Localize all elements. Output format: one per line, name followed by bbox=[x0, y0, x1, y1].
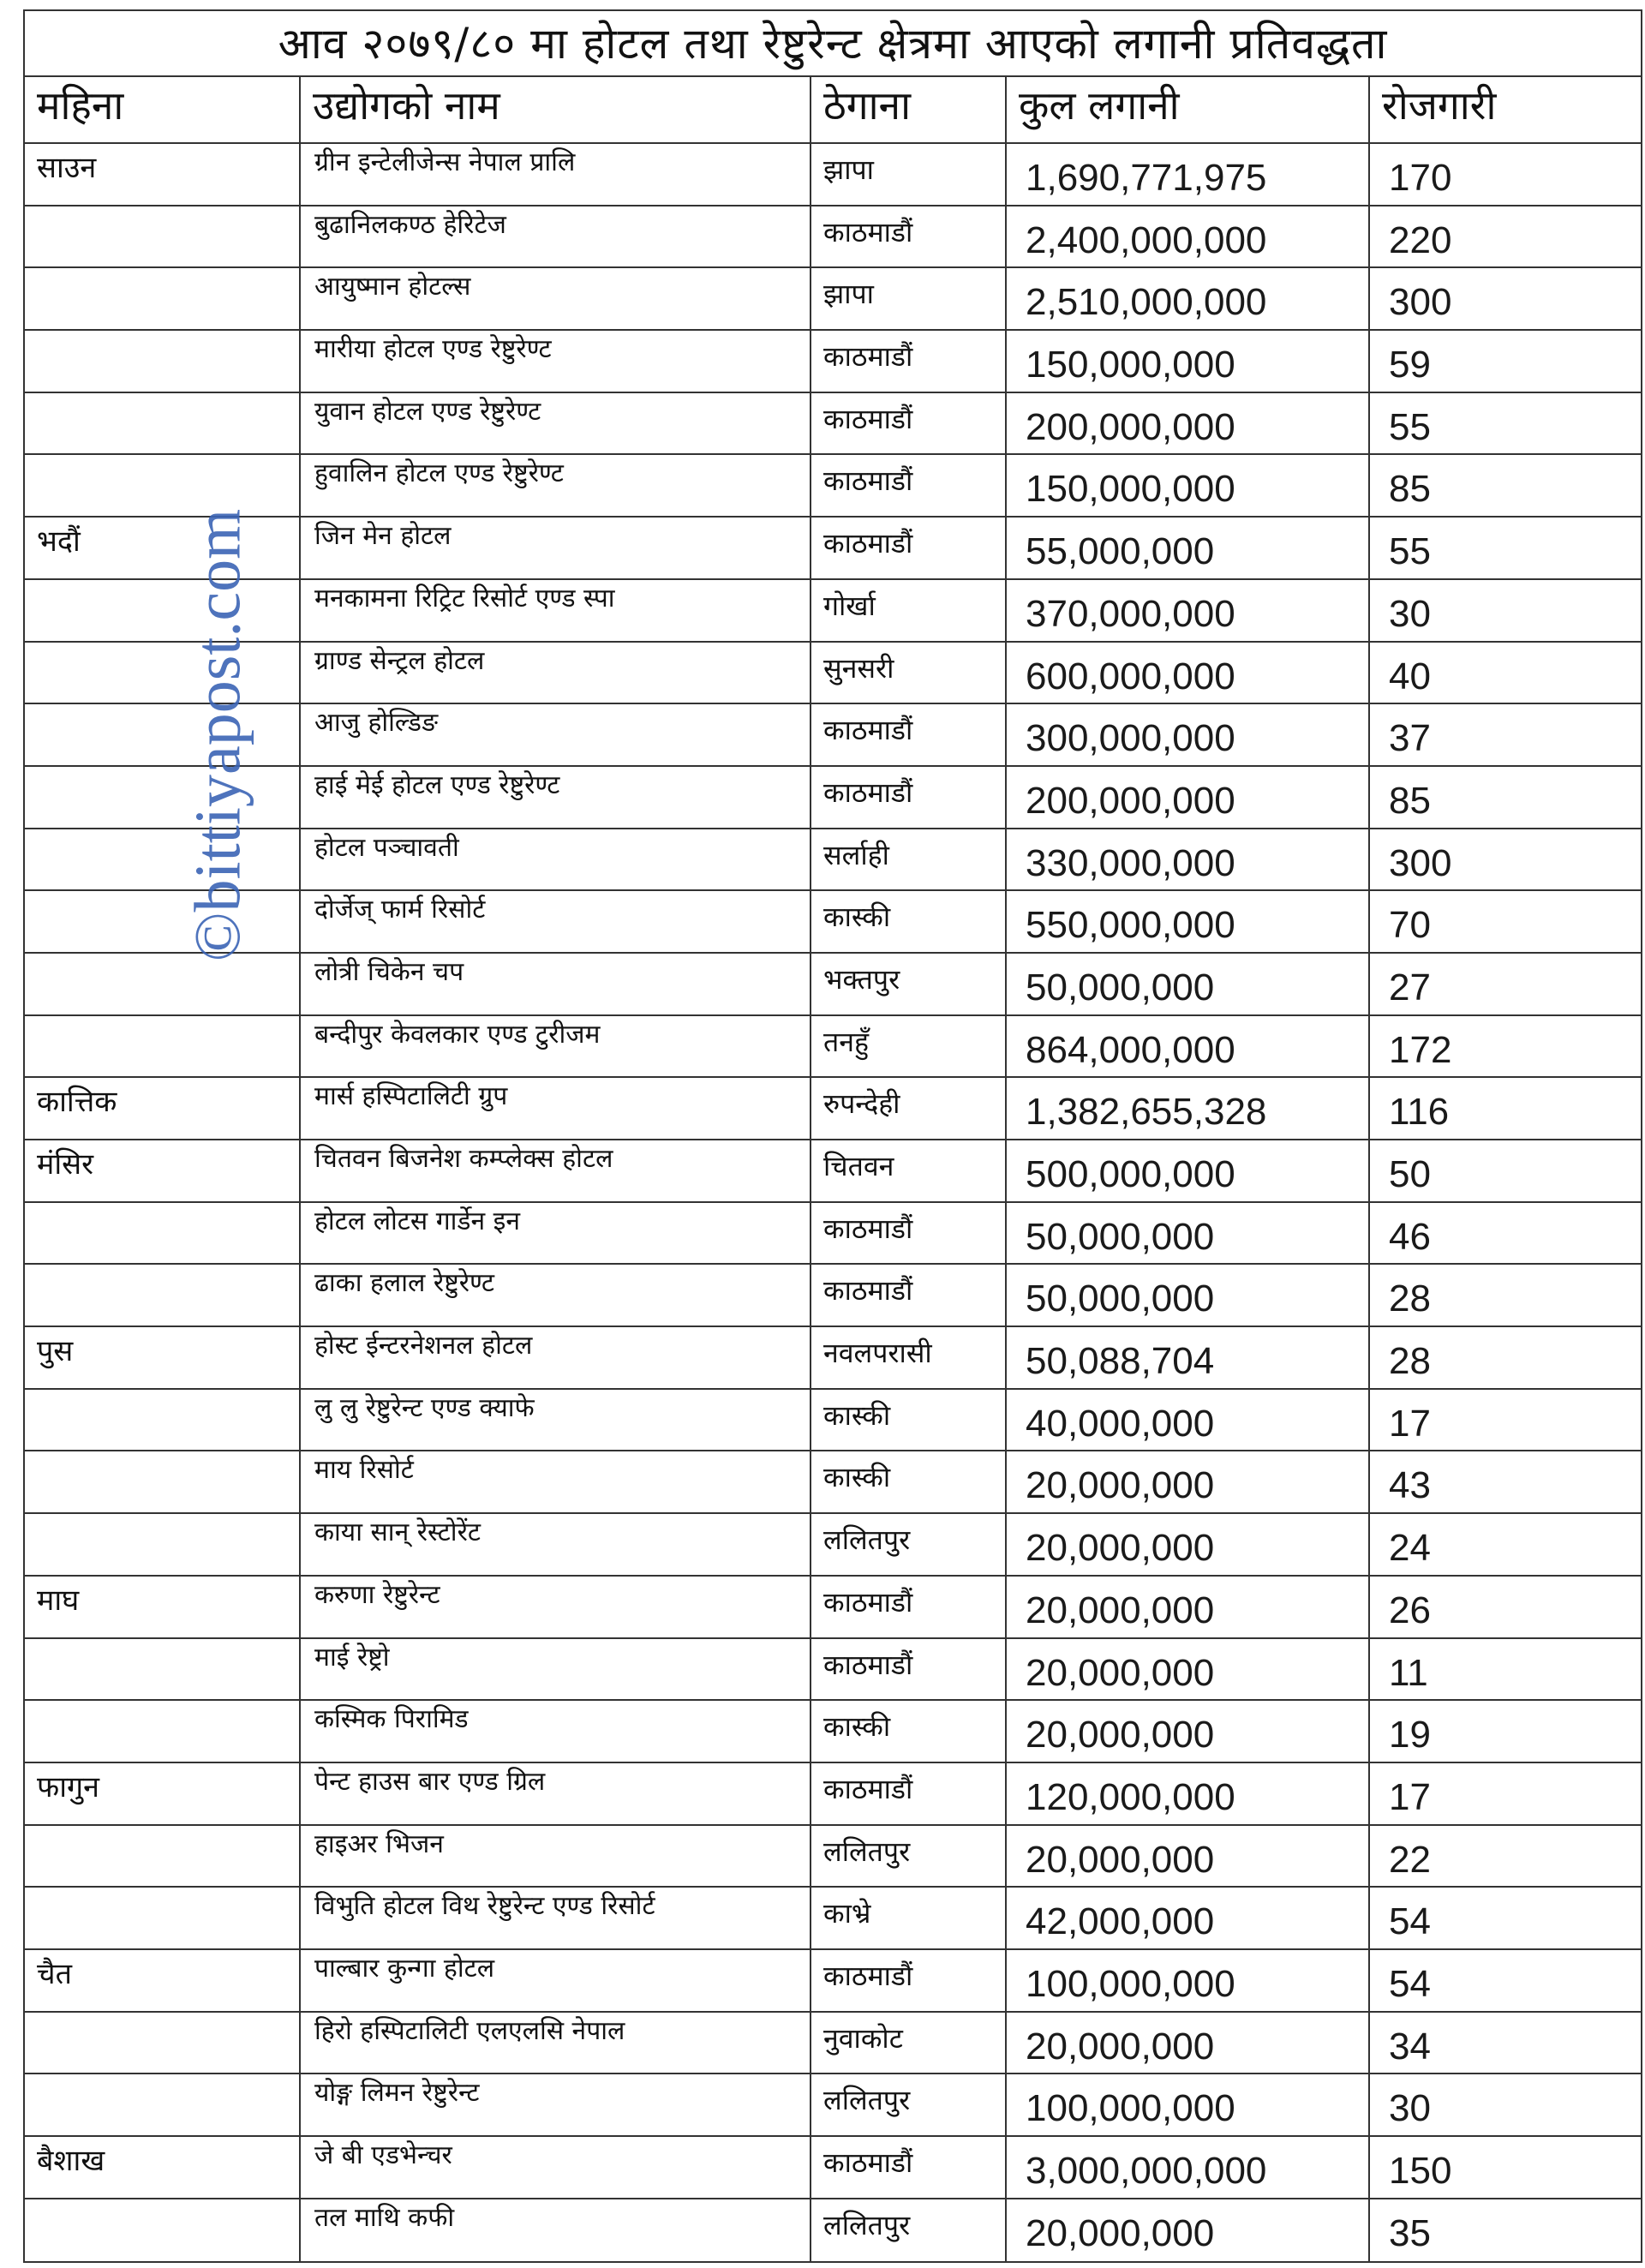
address-cell: काठमाडौं bbox=[811, 1265, 1007, 1325]
address-cell: ललितपुर bbox=[811, 2074, 1007, 2135]
investment-cell: 20,000,000 bbox=[1007, 1577, 1370, 1637]
employment-cell: 70 bbox=[1389, 904, 1431, 947]
address-cell: काभ्रे bbox=[811, 1888, 1007, 1948]
address-cell: नवलपरासी bbox=[811, 1327, 1007, 1388]
employment-cell: 85 bbox=[1389, 779, 1431, 822]
address-cell: काठमाडौं bbox=[811, 518, 1007, 578]
table-row bbox=[25, 144, 1641, 206]
column-header-month: महिना bbox=[25, 77, 301, 142]
industry-name-cell: करुणा रेष्टुरेन्ट bbox=[301, 1577, 811, 1637]
employment-cell: 300 bbox=[1389, 281, 1452, 324]
table-row bbox=[25, 829, 1641, 892]
address-cell: गोर्खा bbox=[811, 580, 1007, 641]
month-cell bbox=[25, 580, 301, 641]
investment-cell: 20,000,000 bbox=[1007, 2199, 1370, 2262]
industry-name-cell: आजु होल्डिङ bbox=[301, 704, 811, 765]
month-cell bbox=[25, 268, 301, 329]
table-row bbox=[25, 206, 1641, 269]
industry-name-cell: लु लु रेष्टुरेन्ट एण्ड क्याफे bbox=[301, 1390, 811, 1451]
month-cell bbox=[25, 1203, 301, 1264]
employment-cell: 17 bbox=[1389, 1775, 1431, 1818]
investment-cell: 150,000,000 bbox=[1007, 331, 1370, 392]
table-row bbox=[25, 331, 1641, 393]
table-row bbox=[25, 1451, 1641, 1514]
industry-name-cell: बन्दीपुर केवलकार एण्ड टुरीजम bbox=[301, 1016, 811, 1077]
employment-cell: 28 bbox=[1389, 1340, 1431, 1383]
month-cell bbox=[25, 2199, 301, 2262]
employment-cell: 54 bbox=[1389, 1900, 1431, 1943]
employment-cell: 37 bbox=[1389, 717, 1431, 760]
address-cell: भक्तपुर bbox=[811, 954, 1007, 1014]
month-cell bbox=[25, 206, 301, 267]
industry-name-cell: युवान होटल एण्ड रेष्टुरेण्ट bbox=[301, 393, 811, 454]
table-row bbox=[25, 767, 1641, 829]
table-row bbox=[25, 455, 1641, 518]
month-cell bbox=[25, 2074, 301, 2135]
table-row bbox=[25, 1078, 1641, 1140]
column-header-address: ठेगाना bbox=[811, 77, 1007, 142]
employment-cell: 85 bbox=[1389, 468, 1431, 511]
address-cell: ललितपुर bbox=[811, 2199, 1007, 2262]
month-cell bbox=[25, 2013, 301, 2074]
employment-cell: 30 bbox=[1389, 592, 1431, 635]
table-header-row bbox=[25, 77, 1641, 144]
industry-name-cell: दोर्जेज् फार्म रिसोर्ट bbox=[301, 891, 811, 952]
month-cell bbox=[25, 891, 301, 952]
month-cell bbox=[25, 331, 301, 392]
month-cell bbox=[25, 643, 301, 703]
table-row bbox=[25, 2199, 1641, 2262]
column-header-total-investment: कुल लगानी bbox=[1007, 77, 1370, 142]
table-row bbox=[25, 1390, 1641, 1452]
month-cell: चैत bbox=[25, 1950, 301, 2011]
employment-cell: 35 bbox=[1389, 2211, 1431, 2254]
industry-name-cell: ग्रीन इन्टेलीजेन्स नेपाल प्रालि bbox=[301, 144, 811, 205]
address-cell: ललितपुर bbox=[811, 1514, 1007, 1575]
address-cell: सुनसरी bbox=[811, 643, 1007, 703]
table-row bbox=[25, 1265, 1641, 1327]
table-row bbox=[25, 1514, 1641, 1577]
employment-cell: 19 bbox=[1389, 1714, 1431, 1756]
table-row bbox=[25, 1701, 1641, 1763]
employment-cell: 34 bbox=[1389, 2025, 1431, 2068]
month-cell bbox=[25, 393, 301, 454]
month-cell bbox=[25, 1888, 301, 1948]
address-cell: काठमाडौं bbox=[811, 704, 1007, 765]
month-cell bbox=[25, 704, 301, 765]
employment-cell: 40 bbox=[1389, 655, 1431, 697]
industry-name-cell: पेन्ट हाउस बार एण्ड ग्रिल bbox=[301, 1763, 811, 1824]
investment-cell: 500,000,000 bbox=[1007, 1140, 1370, 1201]
industry-name-cell: जिन मेन होटल bbox=[301, 518, 811, 578]
month-cell: साउन bbox=[25, 144, 301, 205]
industry-name-cell: हुवालिन होटल एण्ड रेष्टुरेण्ट bbox=[301, 455, 811, 516]
table-row bbox=[25, 1140, 1641, 1203]
industry-name-cell: ग्राण्ड सेन्ट्रल होटल bbox=[301, 643, 811, 703]
employment-cell: 116 bbox=[1389, 1091, 1450, 1134]
month-cell bbox=[25, 1265, 301, 1325]
address-cell: काठमाडौं bbox=[811, 1203, 1007, 1264]
industry-name-cell: कस्मिक पिरामिड bbox=[301, 1701, 811, 1762]
month-cell: कात्तिक bbox=[25, 1078, 301, 1139]
investment-cell: 600,000,000 bbox=[1007, 643, 1370, 703]
investment-cell: 2,510,000,000 bbox=[1007, 268, 1370, 329]
address-cell: काठमाडौं bbox=[811, 331, 1007, 392]
investment-cell: 50,000,000 bbox=[1007, 954, 1370, 1014]
month-cell bbox=[25, 767, 301, 828]
month-cell bbox=[25, 1016, 301, 1077]
investment-table bbox=[23, 9, 1642, 2263]
employment-cell: 170 bbox=[1389, 157, 1452, 199]
employment-cell: 55 bbox=[1389, 530, 1431, 573]
employment-cell: 11 bbox=[1389, 1651, 1428, 1694]
industry-name-cell: होटल लोटस गार्डेन इन bbox=[301, 1203, 811, 1264]
month-cell bbox=[25, 1514, 301, 1575]
employment-cell: 24 bbox=[1389, 1527, 1431, 1570]
investment-cell: 120,000,000 bbox=[1007, 1763, 1370, 1824]
address-cell: चितवन bbox=[811, 1140, 1007, 1201]
address-cell: काठमाडौं bbox=[811, 1763, 1007, 1824]
investment-cell: 3,000,000,000 bbox=[1007, 2137, 1370, 2198]
industry-name-cell: काया सान् रेस्टोरेंट bbox=[301, 1514, 811, 1575]
table-row bbox=[25, 954, 1641, 1016]
industry-name-cell: विभुति होटल विथ रेष्टुरेन्ट एण्ड रिसोर्ट bbox=[301, 1888, 811, 1948]
employment-cell: 59 bbox=[1389, 344, 1431, 386]
investment-cell: 200,000,000 bbox=[1007, 393, 1370, 454]
industry-name-cell: माय रिसोर्ट bbox=[301, 1451, 811, 1512]
investment-cell: 330,000,000 bbox=[1007, 829, 1370, 890]
investment-cell: 864,000,000 bbox=[1007, 1016, 1370, 1077]
address-cell: काठमाडौं bbox=[811, 1950, 1007, 2011]
table-body bbox=[25, 144, 1641, 2261]
industry-name-cell: हाई मेई होटल एण्ड रेष्टुरेण्ट bbox=[301, 767, 811, 828]
address-cell: झापा bbox=[811, 144, 1007, 205]
address-cell: काठमाडौं bbox=[811, 393, 1007, 454]
address-cell: कास्की bbox=[811, 1701, 1007, 1762]
employment-cell: 54 bbox=[1389, 1962, 1431, 2005]
address-cell: कास्की bbox=[811, 1451, 1007, 1512]
table-row bbox=[25, 518, 1641, 580]
table-row bbox=[25, 268, 1641, 331]
investment-cell: 150,000,000 bbox=[1007, 455, 1370, 516]
address-cell: झापा bbox=[811, 268, 1007, 329]
investment-cell: 1,382,655,328 bbox=[1007, 1078, 1370, 1139]
address-cell: काठमाडौं bbox=[811, 2137, 1007, 2198]
table-row bbox=[25, 643, 1641, 705]
investment-cell: 20,000,000 bbox=[1007, 1451, 1370, 1512]
investment-cell: 2,400,000,000 bbox=[1007, 206, 1370, 267]
industry-name-cell: बुढानिलकण्ठ हेरिटेज bbox=[301, 206, 811, 267]
month-cell bbox=[25, 1639, 301, 1700]
column-header-industry-name: उद्योगको नाम bbox=[301, 77, 811, 142]
table-row bbox=[25, 2137, 1641, 2199]
table-row bbox=[25, 393, 1641, 456]
employment-cell: 27 bbox=[1389, 966, 1431, 1008]
table-row bbox=[25, 1327, 1641, 1390]
investment-cell: 50,088,704 bbox=[1007, 1327, 1370, 1388]
address-cell: कास्की bbox=[811, 891, 1007, 952]
investment-cell: 550,000,000 bbox=[1007, 891, 1370, 952]
table-title: आव २०७९/८० मा होटल तथा रेष्टुरेन्ट क्षेत्रमा आएको लगानी प्रतिवद्धता bbox=[25, 11, 1641, 77]
industry-name-cell: होटल पञ्चावती bbox=[301, 829, 811, 890]
employment-cell: 55 bbox=[1389, 405, 1431, 448]
investment-cell: 50,000,000 bbox=[1007, 1203, 1370, 1264]
industry-name-cell: हाइअर भिजन bbox=[301, 1826, 811, 1887]
industry-name-cell: मनकामना रिट्रिट रिसोर्ट एण्ड स्पा bbox=[301, 580, 811, 641]
industry-name-cell: आयुष्मान होटल्स bbox=[301, 268, 811, 329]
table-row bbox=[25, 891, 1641, 954]
employment-cell: 28 bbox=[1389, 1278, 1431, 1320]
month-cell bbox=[25, 1826, 301, 1887]
investment-cell: 1,690,771,975 bbox=[1007, 144, 1370, 205]
employment-cell: 50 bbox=[1389, 1153, 1431, 1195]
employment-cell: 172 bbox=[1389, 1028, 1452, 1071]
employment-cell: 30 bbox=[1389, 2087, 1431, 2130]
table-row bbox=[25, 2074, 1641, 2137]
table-row bbox=[25, 1826, 1641, 1888]
table-row bbox=[25, 1016, 1641, 1079]
table-row bbox=[25, 2013, 1641, 2075]
month-cell bbox=[25, 1451, 301, 1512]
table-row bbox=[25, 1639, 1641, 1702]
table-row bbox=[25, 1888, 1641, 1950]
employment-cell: 300 bbox=[1389, 841, 1452, 884]
month-cell: माघ bbox=[25, 1577, 301, 1637]
investment-cell: 200,000,000 bbox=[1007, 767, 1370, 828]
industry-name-cell: तल माथि कफी bbox=[301, 2199, 811, 2262]
month-cell: पुस bbox=[25, 1327, 301, 1388]
industry-name-cell: मारीया होटल एण्ड रेष्टुरेण्ट bbox=[301, 331, 811, 392]
watermark: ©bittiyapost.com bbox=[182, 508, 254, 962]
employment-cell: 220 bbox=[1389, 218, 1452, 261]
industry-name-cell: लोत्री चिकेन चप bbox=[301, 954, 811, 1014]
investment-cell: 50,000,000 bbox=[1007, 1265, 1370, 1325]
employment-cell: 43 bbox=[1389, 1464, 1431, 1507]
industry-name-cell: पाल्बार कुन्गा होटल bbox=[301, 1950, 811, 2011]
table-row bbox=[25, 1577, 1641, 1639]
industry-name-cell: चितवन बिजनेश कम्प्लेक्स होटल bbox=[301, 1140, 811, 1201]
investment-cell: 42,000,000 bbox=[1007, 1888, 1370, 1948]
table-row bbox=[25, 1950, 1641, 2013]
address-cell: काठमाडौं bbox=[811, 455, 1007, 516]
investment-cell: 20,000,000 bbox=[1007, 1826, 1370, 1887]
column-header-employment: रोजगारी bbox=[1382, 82, 1497, 129]
month-cell bbox=[25, 829, 301, 890]
investment-cell: 20,000,000 bbox=[1007, 1514, 1370, 1575]
address-cell: रुपन्देही bbox=[811, 1078, 1007, 1139]
industry-name-cell: मार्स हस्पिटालिटी ग्रुप bbox=[301, 1078, 811, 1139]
address-cell: ललितपुर bbox=[811, 1826, 1007, 1887]
address-cell: तनहुँ bbox=[811, 1016, 1007, 1077]
industry-name-cell: योङ्ग लिमन रेष्टुरेन्ट bbox=[301, 2074, 811, 2135]
address-cell: काठमाडौं bbox=[811, 1577, 1007, 1637]
table-row bbox=[25, 704, 1641, 767]
investment-cell: 55,000,000 bbox=[1007, 518, 1370, 578]
address-cell: कास्की bbox=[811, 1390, 1007, 1451]
address-cell: सर्लाही bbox=[811, 829, 1007, 890]
industry-name-cell: ढाका हलाल रेष्टुरेण्ट bbox=[301, 1265, 811, 1325]
month-cell: फागुन bbox=[25, 1763, 301, 1824]
investment-cell: 300,000,000 bbox=[1007, 704, 1370, 765]
employment-cell: 26 bbox=[1389, 1589, 1431, 1631]
month-cell bbox=[25, 455, 301, 516]
employment-cell: 17 bbox=[1389, 1402, 1431, 1445]
month-cell bbox=[25, 954, 301, 1014]
investment-cell: 20,000,000 bbox=[1007, 2013, 1370, 2074]
table-row bbox=[25, 1763, 1641, 1826]
table-row bbox=[25, 1203, 1641, 1266]
address-cell: नुवाकोट bbox=[811, 2013, 1007, 2074]
industry-name-cell: माई रेष्ट्रो bbox=[301, 1639, 811, 1700]
investment-cell: 370,000,000 bbox=[1007, 580, 1370, 641]
investment-cell: 20,000,000 bbox=[1007, 1701, 1370, 1762]
address-cell: काठमाडौं bbox=[811, 767, 1007, 828]
employment-cell: 22 bbox=[1389, 1838, 1431, 1881]
industry-name-cell: जे बी एडभेन्चर bbox=[301, 2137, 811, 2198]
investment-cell: 20,000,000 bbox=[1007, 1639, 1370, 1700]
month-cell: भदौं bbox=[25, 518, 301, 578]
month-cell bbox=[25, 1701, 301, 1762]
employment-cell: 46 bbox=[1389, 1215, 1431, 1258]
investment-cell: 40,000,000 bbox=[1007, 1390, 1370, 1451]
table-row bbox=[25, 580, 1641, 643]
industry-name-cell: हिरो हस्पिटालिटी एलएलसि नेपाल bbox=[301, 2013, 811, 2074]
address-cell: काठमाडौं bbox=[811, 1639, 1007, 1700]
investment-cell: 100,000,000 bbox=[1007, 1950, 1370, 2011]
industry-name-cell: होस्ट ईन्टरनेशनल होटल bbox=[301, 1327, 811, 1388]
month-cell bbox=[25, 1390, 301, 1451]
month-cell: बैशाख bbox=[25, 2137, 301, 2198]
month-cell: मंसिर bbox=[25, 1140, 301, 1201]
employment-cell: 150 bbox=[1389, 2150, 1452, 2192]
address-cell: काठमाडौं bbox=[811, 206, 1007, 267]
investment-cell: 100,000,000 bbox=[1007, 2074, 1370, 2135]
